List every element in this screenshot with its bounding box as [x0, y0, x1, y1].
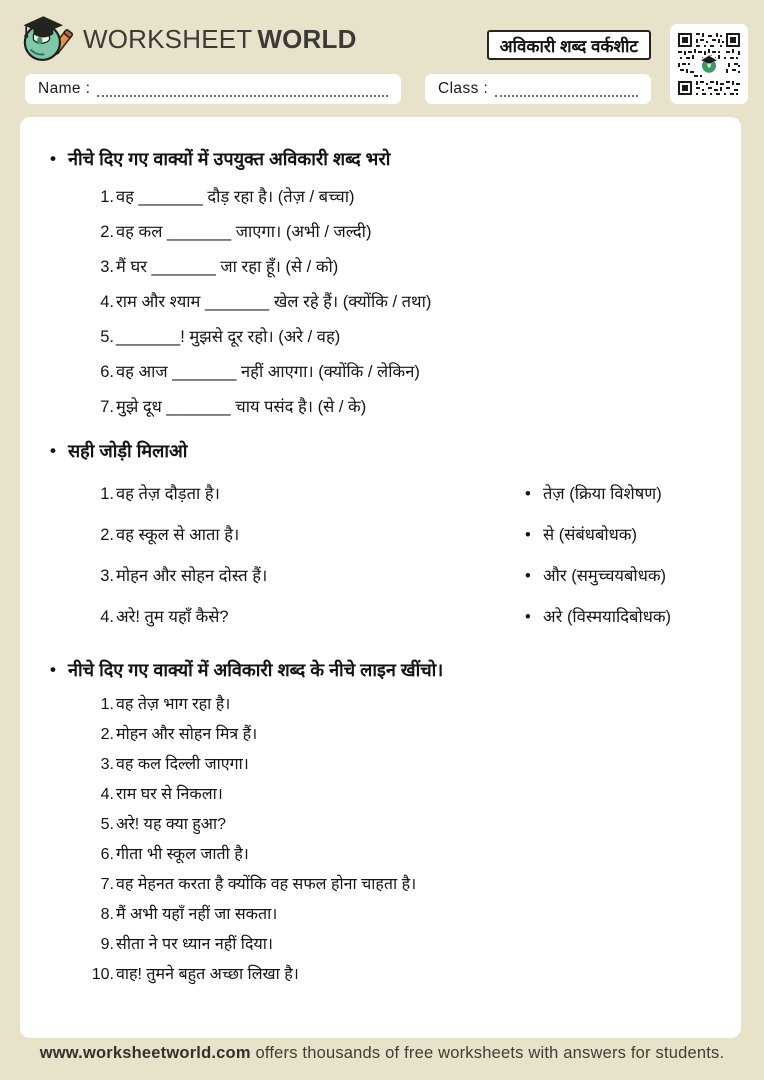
- item-number: 5.: [100, 816, 114, 833]
- bullet-icon: •: [50, 660, 56, 679]
- match-right-item: [525, 524, 637, 546]
- worksheet-card: [20, 117, 741, 1038]
- brand-logo: [18, 10, 357, 69]
- list-item: [88, 784, 723, 805]
- item-text: राम घर से निकला।: [116, 786, 223, 803]
- item-number: 3.: [100, 567, 114, 585]
- section-fill-blanks: [50, 147, 723, 418]
- item-number: 2.: [100, 223, 114, 241]
- item-text: अरे (विस्मयादिबोधक): [543, 608, 672, 626]
- item-text: गीता भी स्कूल जाती है।: [116, 846, 249, 863]
- bullet-icon: •: [525, 485, 531, 503]
- item-number: 4.: [100, 608, 114, 626]
- item-number: 3.: [100, 258, 114, 276]
- brand-name: [83, 24, 357, 55]
- list-item: [88, 396, 723, 418]
- name-label: Name :: [38, 80, 91, 97]
- item-number: 1.: [100, 485, 114, 503]
- section-heading-row: [50, 658, 723, 682]
- item-number: 5.: [100, 328, 114, 346]
- item-text: मोहन और सोहन मित्र हैं।: [116, 726, 258, 743]
- list-item: [88, 291, 723, 313]
- item-number: 1.: [100, 696, 114, 713]
- item-number: 6.: [100, 846, 114, 863]
- item-text: वह स्कूल से आता है।: [116, 526, 240, 544]
- item-text: वह तेज़ भाग रहा है।: [116, 696, 231, 713]
- item-text: वह तेज़ दौड़ता है।: [116, 485, 220, 503]
- section-1-items: [88, 186, 723, 418]
- item-text: मैं घर _______ जा रहा हूँ। (से / को): [116, 258, 339, 276]
- list-item: [88, 326, 723, 348]
- matching-row: [50, 483, 723, 505]
- item-text: वह _______ दौड़ रहा है। (तेज़ / बच्चा): [116, 188, 355, 206]
- item-number: 7.: [100, 398, 114, 416]
- item-number: 2.: [100, 726, 114, 743]
- footer-tagline: offers thousands of free worksheets with answers for students.: [250, 1044, 725, 1062]
- list-item: [88, 964, 723, 985]
- item-number: 7.: [100, 876, 114, 893]
- brand-name-regular: WORKSHEET: [83, 24, 253, 54]
- class-input-line[interactable]: [495, 82, 638, 97]
- list-item: [88, 724, 723, 745]
- match-right-item: [525, 565, 666, 587]
- item-text: वह कल _______ जाएगा। (अभी / जल्दी): [116, 223, 372, 241]
- section-1-heading: नीचे दिए गए वाक्यों में उपयुक्त अविकारी शब्द भरो: [68, 149, 391, 169]
- section-heading-row: [50, 439, 723, 463]
- matching-row: [50, 606, 723, 628]
- item-text: वह मेहनत करता है क्योंकि वह सफल होना चाहता है।: [116, 876, 417, 893]
- globe-graduation-logo-icon: [18, 10, 74, 69]
- bullet-icon: •: [50, 149, 56, 168]
- bullet-icon: •: [525, 526, 531, 544]
- list-item: [88, 874, 723, 895]
- item-text: और (समुच्चयबोधक): [543, 567, 667, 585]
- class-field: [425, 74, 651, 104]
- section-heading-row: [50, 147, 723, 171]
- bullet-icon: •: [50, 441, 56, 460]
- match-left-item: [88, 565, 525, 587]
- list-item: [88, 186, 723, 208]
- match-left-item: [88, 606, 525, 628]
- class-label: Class :: [438, 80, 489, 97]
- list-item: [88, 904, 723, 925]
- item-text: मोहन और सोहन दोस्त हैं।: [116, 567, 268, 585]
- item-text: से (संबंधबोधक): [543, 526, 637, 544]
- item-text: सीता ने पर ध्यान नहीं दिया।: [116, 936, 273, 953]
- footer-site-url: www.worksheetworld.com: [39, 1044, 251, 1062]
- item-number: 2.: [100, 526, 114, 544]
- match-left-item: [88, 524, 525, 546]
- section-3-items: [88, 694, 723, 985]
- item-number: 9.: [100, 936, 114, 953]
- list-item: [88, 814, 723, 835]
- brand-name-bold: WORLD: [257, 24, 357, 54]
- match-right-item: [525, 483, 662, 505]
- matching-row: [50, 524, 723, 546]
- item-number: 8.: [100, 906, 114, 923]
- list-item: [88, 361, 723, 383]
- match-right-item: [525, 606, 671, 628]
- item-text: तेज़ (क्रिया विशेषण): [543, 485, 662, 503]
- list-item: [88, 844, 723, 865]
- item-text: वाह! तुमने बहुत अच्छा लिखा है।: [116, 966, 299, 983]
- matching-rows: [50, 483, 723, 628]
- section-matching: [50, 439, 723, 628]
- bullet-icon: •: [525, 567, 531, 585]
- name-input-line[interactable]: [97, 82, 388, 97]
- item-number: 3.: [100, 756, 114, 773]
- item-text: अरे! यह क्या हुआ?: [116, 816, 227, 833]
- item-number: 10.: [91, 966, 114, 983]
- bullet-icon: •: [525, 608, 531, 626]
- matching-row: [50, 565, 723, 587]
- item-text: मैं अभी यहाँ नहीं जा सकता।: [116, 906, 278, 923]
- item-number: 1.: [100, 188, 114, 206]
- match-left-item: [88, 483, 525, 505]
- section-underline: [50, 658, 723, 985]
- list-item: [88, 221, 723, 243]
- footer: [0, 1044, 764, 1063]
- name-field: [25, 74, 401, 104]
- item-number: 4.: [100, 293, 114, 311]
- item-number: 4.: [100, 786, 114, 803]
- qr-code: [670, 24, 748, 104]
- worksheet-title-badge: अविकारी शब्द वर्कशीट: [487, 30, 651, 60]
- section-2-heading: सही जोड़ी मिलाओ: [68, 441, 188, 461]
- list-item: [88, 754, 723, 775]
- item-text: _______! मुझसे दूर रहो। (अरे / वह): [116, 328, 341, 346]
- list-item: [88, 694, 723, 715]
- item-number: 6.: [100, 363, 114, 381]
- section-3-heading: नीचे दिए गए वाक्यों में अविकारी शब्द के नीचे लाइन खींचो।: [68, 660, 444, 680]
- item-text: अरे! तुम यहाँ कैसे?: [116, 608, 229, 626]
- item-text: मुझे दूध _______ चाय पसंद है। (से / के): [116, 398, 367, 416]
- list-item: [88, 256, 723, 278]
- list-item: [88, 934, 723, 955]
- item-text: वह कल दिल्ली जाएगा।: [116, 756, 249, 773]
- item-text: वह आज _______ नहीं आएगा। (क्योंकि / लेकिन): [116, 363, 420, 381]
- item-text: राम और श्याम _______ खेल रहे हैं। (क्योंकि / तथा): [116, 293, 432, 311]
